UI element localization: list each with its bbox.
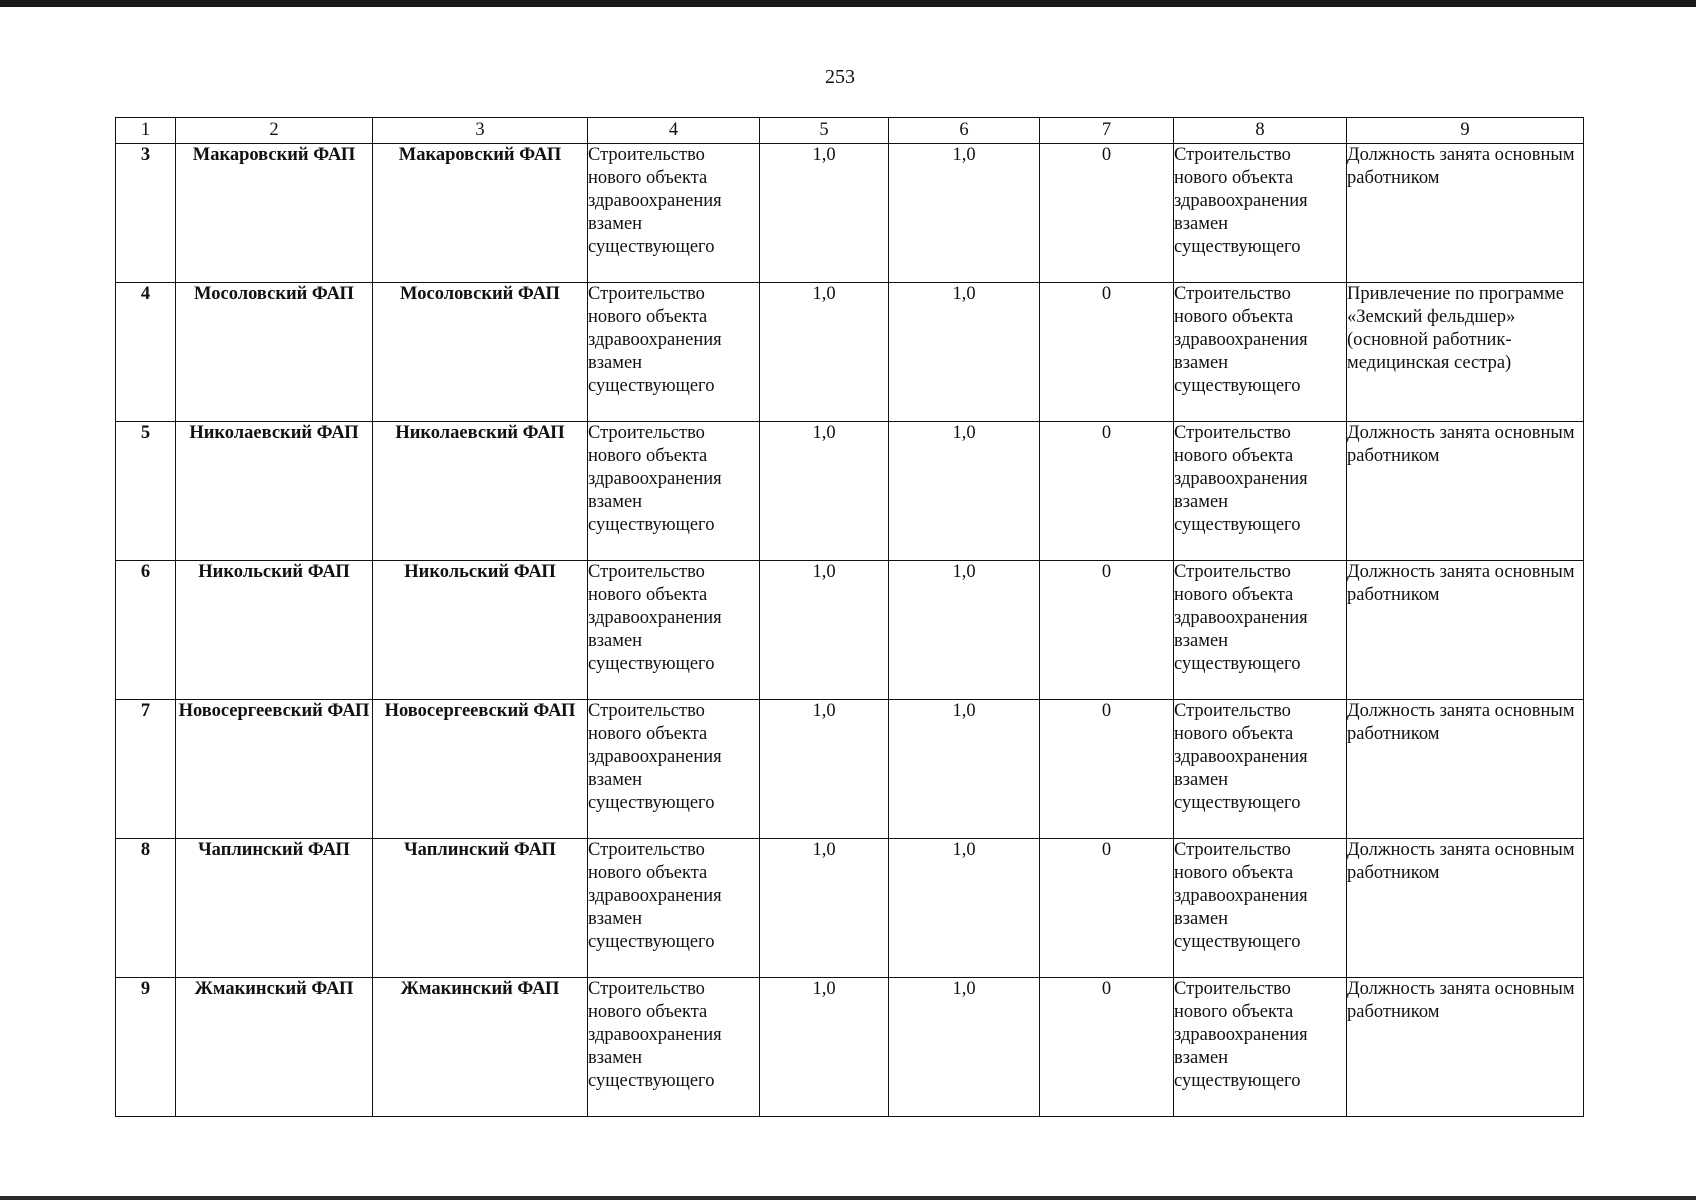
row-number: 9 [116, 978, 176, 1117]
row-number: 8 [116, 839, 176, 978]
value-col7: 0 [1040, 283, 1174, 422]
value-col6: 1,0 [889, 700, 1040, 839]
table-row [116, 700, 1584, 839]
action-cell-col8: Строительство нового объекта здравоохранения взамен существующего [1174, 978, 1347, 1117]
data-table [115, 117, 1584, 1117]
facility-name-col3: Николаевский ФАП [373, 422, 588, 561]
value-col7: 0 [1040, 978, 1174, 1117]
note-cell: Должность занята основным работником [1347, 144, 1584, 283]
facility-name: Никольский ФАП [176, 561, 373, 700]
value-col6: 1,0 [889, 839, 1040, 978]
facility-name: Макаровский ФАП [176, 144, 373, 283]
note-cell: Должность занята основным работником [1347, 839, 1584, 978]
action-cell-col8: Строительство нового объекта здравоохранения взамен существующего [1174, 283, 1347, 422]
column-header: 2 [176, 118, 373, 144]
value-col7: 0 [1040, 700, 1174, 839]
column-header: 5 [760, 118, 889, 144]
value-col5: 1,0 [760, 561, 889, 700]
action-cell: Строительство нового объекта здравоохранения взамен существующего [588, 700, 760, 839]
facility-name: Жмакинский ФАП [176, 978, 373, 1117]
action-cell-col8: Строительство нового объекта здравоохранения взамен существующего [1174, 144, 1347, 283]
action-cell: Строительство нового объекта здравоохранения взамен существующего [588, 283, 760, 422]
column-header: 1 [116, 118, 176, 144]
table-row [116, 561, 1584, 700]
note-cell: Должность занята основным работником [1347, 561, 1584, 700]
row-number: 6 [116, 561, 176, 700]
action-cell: Строительство нового объекта здравоохранения взамен существующего [588, 561, 760, 700]
value-col7: 0 [1040, 839, 1174, 978]
value-col5: 1,0 [760, 144, 889, 283]
facility-name: Николаевский ФАП [176, 422, 373, 561]
value-col6: 1,0 [889, 422, 1040, 561]
action-cell-col8: Строительство нового объекта здравоохранения взамен существующего [1174, 561, 1347, 700]
value-col6: 1,0 [889, 561, 1040, 700]
facility-name-col3: Новосергеевский ФАП [373, 700, 588, 839]
action-cell-col8: Строительство нового объекта здравоохранения взамен существующего [1174, 700, 1347, 839]
column-header: 4 [588, 118, 760, 144]
action-cell: Строительство нового объекта здравоохранения взамен существующего [588, 978, 760, 1117]
note-cell: Привлечение по программе «Земский фельдшер» (основной работник- медицинская сестра) [1347, 283, 1584, 422]
facility-name: Новосергеевский ФАП [176, 700, 373, 839]
table-row [116, 144, 1584, 283]
page-number: 253 [825, 66, 855, 88]
scan-edge-top [0, 0, 1696, 7]
value-col5: 1,0 [760, 283, 889, 422]
facility-name-col3: Макаровский ФАП [373, 144, 588, 283]
row-number: 5 [116, 422, 176, 561]
column-header: 7 [1040, 118, 1174, 144]
row-number: 4 [116, 283, 176, 422]
facility-name: Мосоловский ФАП [176, 283, 373, 422]
value-col7: 0 [1040, 422, 1174, 561]
facility-name-col3: Чаплинский ФАП [373, 839, 588, 978]
facility-name-col3: Жмакинский ФАП [373, 978, 588, 1117]
value-col6: 1,0 [889, 283, 1040, 422]
value-col7: 0 [1040, 561, 1174, 700]
header-row [116, 118, 1584, 144]
facility-name-col3: Никольский ФАП [373, 561, 588, 700]
value-col5: 1,0 [760, 700, 889, 839]
row-number: 3 [116, 144, 176, 283]
action-cell: Строительство нового объекта здравоохранения взамен существующего [588, 839, 760, 978]
note-cell: Должность занята основным работником [1347, 700, 1584, 839]
column-header: 6 [889, 118, 1040, 144]
row-number: 7 [116, 700, 176, 839]
facility-name-col3: Мосоловский ФАП [373, 283, 588, 422]
column-header: 8 [1174, 118, 1347, 144]
value-col5: 1,0 [760, 422, 889, 561]
value-col6: 1,0 [889, 978, 1040, 1117]
facility-name: Чаплинский ФАП [176, 839, 373, 978]
action-cell: Строительство нового объекта здравоохранения взамен существующего [588, 144, 760, 283]
value-col5: 1,0 [760, 839, 889, 978]
value-col6: 1,0 [889, 144, 1040, 283]
column-header: 9 [1347, 118, 1584, 144]
table-row [116, 422, 1584, 561]
action-cell-col8: Строительство нового объекта здравоохранения взамен существующего [1174, 422, 1347, 561]
table-row [116, 839, 1584, 978]
action-cell-col8: Строительство нового объекта здравоохранения взамен существующего [1174, 839, 1347, 978]
table-row [116, 978, 1584, 1117]
note-cell: Должность занята основным работником [1347, 422, 1584, 561]
column-header: 3 [373, 118, 588, 144]
table-row [116, 283, 1584, 422]
scan-edge-bottom [0, 1196, 1696, 1200]
value-col7: 0 [1040, 144, 1174, 283]
note-cell: Должность занята основным работником [1347, 978, 1584, 1117]
value-col5: 1,0 [760, 978, 889, 1117]
action-cell: Строительство нового объекта здравоохранения взамен существующего [588, 422, 760, 561]
